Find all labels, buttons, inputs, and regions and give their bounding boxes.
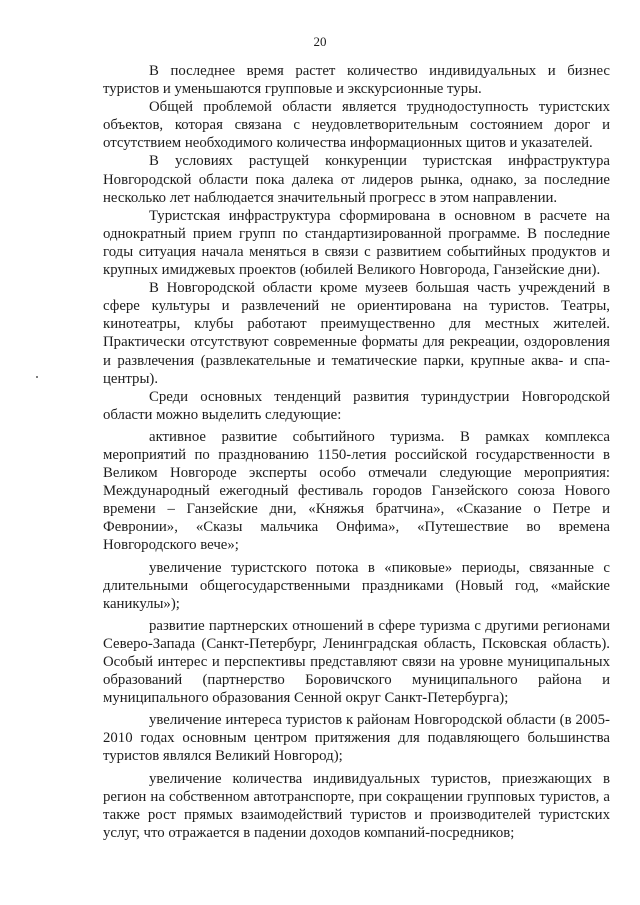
paragraph: В последнее время растет количество индивидуальных и бизнес туристов и уменьшаются групповые и экскурсионные туры. [103,63,610,98]
paragraph: В Новгородской области кроме музеев большая часть учреждений в сфере культуры и развлечений не ориентирована на туристов. Театры, кинотеатры, клубы работают преимущественно для местных жителей. Практически отсутствуют современные форматы для рекреации, оздоровления и развлечения (развлекательные и тематические парки, крупные аква- и спа-центры). [103,280,610,387]
page-number: 20 [313,34,327,49]
trend-item: увеличение туристского потока в «пиковые» периоды, связанные с длительными общегосударственными праздниками (Новый год, «майские каникулы»); [103,559,610,612]
paragraph: Среди основных тенденций развития туриндустрии Новгородской области можно выделить следующие: [103,388,610,423]
trend-item: развитие партнерских отношений в сфере туризма с другими регионами Северо-Запада (Санкт-Петербург, Ленинградская область, Псковская область). Особый интерес и перспективы представляют связи на уровне муниципальных образований (партнерство Боровичского муниципального района и муниципального образования Сенной округ Санкт-Петербурга); [103,617,610,707]
trend-item: активное развитие событийного туризма. В рамках комплекса мероприятий по празднованию 1150-летия российской государственности в Великом Новгороде эксперты особо отмечали следующие мероприятия: Международный ежегодный фестиваль городов Ганзейского союза Нового времени – Ганзейские дни, «Княжья братчина», «Сказание о Петре и Февронии», «Сказы мальчика Онфима», «Путешествие во времена Новгородского вече»; [103,428,610,554]
paragraph: Туристская инфраструктура сформирована в основном в расчете на однократный прием групп по стандартизированной программе. В последние годы ситуация начала меняться в связи с развитием событийных продуктов и крупных имиджевых проектов (юбилей Великого Новгорода, Ганзейские дни). [103,207,610,279]
trend-item: увеличение интереса туристов к районам Новгородской области (в 2005-2010 годах основным центром притяжения для подавляющего большинства туристов являлся Великий Новгород); [103,712,610,765]
page-body [103,62,610,842]
paragraph: Общей проблемой области является труднодоступность туристских объектов, которая связана с неудовлетворительным состоянием дорог и отсутствием необходимого количества информационных щитов и указателей. [103,99,610,152]
trend-item: увеличение количества индивидуальных туристов, приезжающих в регион на собственном автотранспорте, при сокращении групповых туристов, а также рост прямых взаимодействий туристов и производителей туристских услуг, что отражается в падении доходов компаний-посредников; [103,770,610,841]
margin-mark [36,376,38,378]
paragraph: В условиях растущей конкуренции туристская инфраструктура Новгородской области пока далека от лидеров рынка, однако, за последние несколько лет наблюдается значительный прогресс в этом направлении. [103,153,610,206]
